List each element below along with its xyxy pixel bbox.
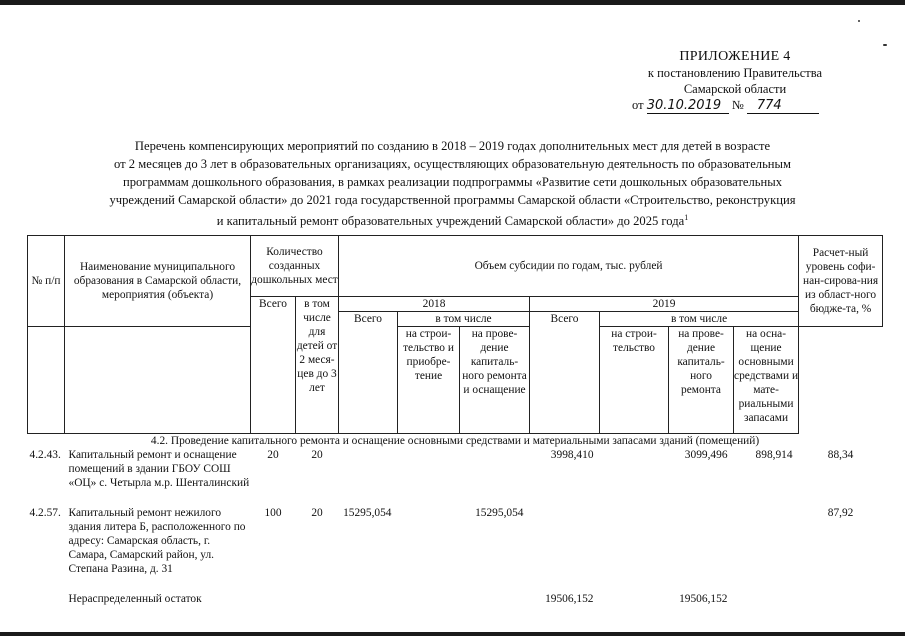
row-2018-total: 15295,054 bbox=[343, 507, 392, 519]
header-spacer bbox=[65, 327, 251, 434]
row-2019-build bbox=[600, 506, 669, 592]
row-2019-repair: 19506,152 bbox=[679, 593, 728, 605]
row-2019-build bbox=[600, 448, 669, 506]
document-heading bbox=[30, 137, 875, 230]
row-total-places: 100 bbox=[264, 507, 282, 519]
header-2019-equip: на осна-щение основными средствами и мате-риальными запасами bbox=[734, 327, 799, 434]
row-2018-build bbox=[398, 506, 460, 592]
heading-line: Перечень компенсирующих мероприятий по созданию в 2018 – 2019 годах дополнительных мест для детей в возрасте bbox=[134, 139, 771, 153]
row-kids-places bbox=[296, 592, 339, 608]
header-2019-incl: в том числе bbox=[600, 312, 799, 327]
table-row bbox=[28, 448, 883, 506]
row-2019-equip: 898,914 bbox=[755, 449, 793, 461]
number-label: № bbox=[731, 98, 744, 112]
handwritten-date: 30.10.2019 bbox=[647, 99, 729, 114]
row-2019-equip bbox=[734, 506, 799, 592]
header-places-total: Всего bbox=[251, 297, 296, 434]
subsidy-table bbox=[27, 235, 883, 608]
section-heading: 4.2. Проведение капитального ремонта и оснащение основными средствами и материальными запасами зданий (помещений) bbox=[150, 435, 760, 447]
appendix-block bbox=[620, 49, 850, 115]
header-2018-build: на строи-тельство и приобре-тение bbox=[398, 327, 460, 434]
row-2019-build bbox=[600, 592, 669, 608]
row-rate: 88,34 bbox=[827, 449, 854, 461]
row-total-places bbox=[251, 592, 296, 608]
header-2018-total: Всего bbox=[339, 312, 398, 434]
header-2019-repair: на прове-дение капиталь-ного ремонта bbox=[669, 327, 734, 434]
row-2018-build bbox=[398, 592, 460, 608]
header-year-2018: 2018 bbox=[339, 297, 530, 312]
heading-line: учреждений Самарской области» до 2021 года государственной программы Самарской области «Строительство, реконструкция bbox=[109, 193, 796, 207]
row-2018-repair: 15295,054 bbox=[475, 507, 524, 519]
appendix-date-row bbox=[620, 97, 850, 115]
row-rate: 87,92 bbox=[827, 507, 854, 519]
header-spacer bbox=[28, 327, 65, 434]
heading-line: от 2 месяцев до 3 лет в образовательных организациях, осуществляющих образовательную деятельность по образовательным bbox=[114, 157, 791, 171]
scan-border-bottom bbox=[0, 632, 905, 636]
footnote-mark: 1 bbox=[684, 213, 689, 222]
header-2018-repair: на прове-дение капиталь-ного ремонта и оснащение bbox=[460, 327, 530, 434]
row-num bbox=[28, 592, 65, 608]
row-total-places: 20 bbox=[267, 449, 279, 461]
header-2019-build: на строи-тельство bbox=[600, 327, 669, 434]
table-row bbox=[28, 592, 883, 608]
row-2018-build bbox=[398, 448, 460, 506]
row-2018-total bbox=[339, 592, 398, 608]
heading-line-last bbox=[30, 209, 875, 230]
appendix-title: ПРИЛОЖЕНИЕ 4 bbox=[679, 49, 791, 64]
heading-line-text: и капитальный ремонт образовательных учреждений Самарской области» до 2025 года bbox=[216, 214, 685, 229]
row-2019-total: 19506,152 bbox=[545, 593, 594, 605]
row-num: 4.2.43. bbox=[29, 449, 61, 461]
row-2019-total bbox=[530, 506, 600, 592]
row-2019-repair bbox=[669, 506, 734, 592]
scan-speck bbox=[883, 44, 887, 46]
handwritten-number: 774 bbox=[747, 99, 819, 114]
header-rate: Расчет-ный уровень софи-нан-сирова-ния из област-ного бюдже-та, % bbox=[799, 236, 883, 327]
row-2019-equip bbox=[734, 592, 799, 608]
header-places-group: Количество созданных дошкольных мест bbox=[251, 236, 339, 297]
header-name: Наименование муниципального образования в Самарской области, мероприятия (объекта) bbox=[65, 236, 251, 327]
row-2018-total bbox=[339, 448, 398, 506]
row-2018-repair bbox=[460, 592, 530, 608]
header-num: № п/п bbox=[28, 236, 65, 327]
row-name: Нераспределенный остаток bbox=[68, 593, 202, 605]
heading-line: программам дошкольного образования, в рамках реализации подпрограммы «Развитие сети дошкольных образовательных bbox=[122, 175, 783, 189]
scan-border-top bbox=[0, 0, 905, 5]
scan-speck bbox=[858, 20, 860, 22]
row-2019-total: 3998,410 bbox=[550, 449, 594, 461]
header-places-kids: в том числе для детей от 2 меся-цев до 3 лет bbox=[296, 297, 339, 434]
row-kids-places: 20 bbox=[311, 507, 323, 519]
table-row bbox=[28, 506, 883, 592]
row-name: Капитальный ремонт нежилого здания литера Б, расположенного по адресу: Самарская область, г. Самара, Самарский район, ул. Степана Разина, д. 31 bbox=[68, 507, 246, 575]
row-name: Капитальный ремонт и оснащение помещений в здании ГБОУ СОШ «ОЦ» с. Четырла м.р. Шенталинский bbox=[68, 449, 250, 489]
row-kids-places: 20 bbox=[311, 449, 323, 461]
row-num: 4.2.57. bbox=[29, 507, 61, 519]
appendix-line-1: к постановлению Правительства bbox=[647, 66, 823, 80]
from-label: от bbox=[632, 98, 644, 112]
header-2018-incl: в том числе bbox=[398, 312, 530, 327]
header-year-2019: 2019 bbox=[530, 297, 799, 312]
row-rate bbox=[799, 592, 883, 608]
header-2019-total: Всего bbox=[530, 312, 600, 434]
row-2018-repair bbox=[460, 448, 530, 506]
row-2019-repair: 3099,496 bbox=[684, 449, 728, 461]
header-subsidy-group: Объем субсидии по годам, тыс. рублей bbox=[339, 236, 799, 297]
appendix-line-2: Самарской области bbox=[683, 82, 787, 96]
